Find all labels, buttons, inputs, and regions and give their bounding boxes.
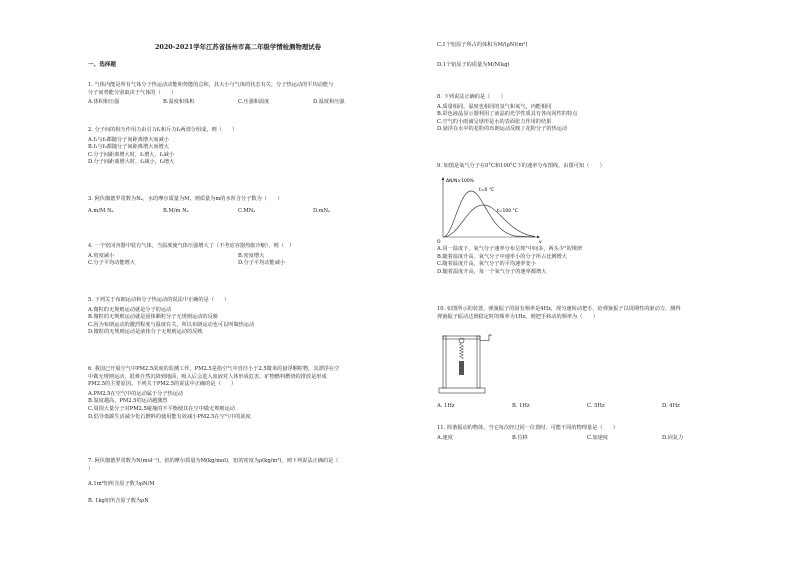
option-d[interactable]: D.倡导低碳生活减少化石燃料的使用能有效减小PM2.5在空气中的浓度 <box>88 413 251 420</box>
question-stem: 分子间势能分别取决于气体的（ ） <box>88 89 177 96</box>
option-row <box>88 99 388 107</box>
question-stem: 1. 气体内能是所有气体分子热运动动能和势能的总和，其大小与气体的状态有关，分子热运动的平均动能与 <box>88 82 334 88</box>
question-stem: 7. 阿伏伽德罗常数为N(mol⁻¹)，铝的摩尔质量为M(kg/mol)，铝的密度为ρ(kg/m³)，则下列说法正确的是（ <box>88 458 339 464</box>
option-b[interactable]: B. 1Hz <box>512 403 530 409</box>
option-a[interactable]: A.PM2.5在空气中的运动属于分子热运动 <box>88 390 184 397</box>
option-d[interactable]: D.微粒的无规则运动是液体分子无规则运动的反映 <box>88 329 203 336</box>
speed-distribution-graph <box>437 175 547 245</box>
question-10-options <box>437 403 737 411</box>
option-c[interactable]: C.压强和温度 <box>238 99 270 106</box>
question-stem: 9. 如图是氧气分子在0°C和100°C下的速率分布图线，由图可知（ ） <box>437 163 605 169</box>
option-row <box>437 435 737 443</box>
oscillator-mass <box>459 361 464 375</box>
question-stem: ） <box>88 465 94 472</box>
x-axis-label: v <box>539 240 542 245</box>
option-row <box>88 208 388 216</box>
question-2 <box>88 127 388 167</box>
question-7-continued <box>437 42 737 69</box>
option-b[interactable]: B.f₁与f₂都随分子间距离增大而增大 <box>88 144 169 151</box>
curve-0c-label: t=0 °C <box>479 188 495 193</box>
question-stem: 6. 我国已开展空气中PM2.5浓度的监测工作，PM2.5是指空气中直径小于2.5微米的悬浮颗粒物，其漂浮在空 <box>88 366 340 372</box>
question-11 <box>437 425 737 442</box>
question-6 <box>88 366 388 421</box>
option-c[interactable]: C.分子间距离增大时，f₁增大，f₂减小 <box>88 151 175 158</box>
question-9 <box>437 163 737 171</box>
question-stem: 弹簧振子振动达到稳定时的频率为1Hz，则把手转动的频率为（ ） <box>437 313 598 320</box>
option-d[interactable]: D.悬浮在水中的花粉的布朗运动反映了花粉分子的热运动 <box>437 126 568 133</box>
curve-100c <box>443 205 535 237</box>
question-stem: 2. 分子间的相互作用力由引力f₁和斥力f₂两部分组成，则（ ） <box>88 127 238 133</box>
option-c[interactable]: C.MNₐ <box>238 207 256 214</box>
top-bar <box>443 336 480 339</box>
question-5 <box>88 297 388 337</box>
question-4 <box>88 243 388 268</box>
question-stem: 10. 如图所示的装置，弹簧振子的固有频率是4Hz，现匀速转动把手，给弹簧振子以周期性的驱动力，测得 <box>437 306 681 312</box>
option-d[interactable]: D.回复力 <box>662 434 684 441</box>
question-stem: 8. 下列说法正确的是（ ） <box>437 94 506 100</box>
option-d[interactable]: D.分子平均动能减小 <box>238 260 286 267</box>
section-heading: 一、选择题 <box>88 62 116 68</box>
handle-icon <box>489 335 492 341</box>
question-1 <box>88 82 388 107</box>
question-10 <box>437 306 737 321</box>
x-axis-arrow-icon <box>537 236 540 239</box>
y-axis-arrow-icon <box>442 177 445 180</box>
question-stem: PM2.5的主要原因。下列关于PM2.5的说法中正确的是（ ） <box>88 381 237 388</box>
option-a[interactable]: A.微粒的无规则运动就是分子的运动 <box>88 306 172 313</box>
base <box>439 388 485 393</box>
option-d[interactable]: D.随着温度升高，每一个氧气分子的速率都增大 <box>437 268 547 275</box>
option-c[interactable]: C.分子平均动能增大 <box>88 260 135 267</box>
option-row <box>88 260 388 268</box>
curve-100c-label: t=100 °C <box>497 209 518 214</box>
option-a[interactable]: A.质量相同、温度也相同的氢气和氧气，内能相同 <box>437 103 552 110</box>
option-b[interactable]: B.微粒的无规则运动就是固体颗粒分子无规则运动的反映 <box>88 314 218 321</box>
option-c[interactable]: C.随着温度升高，氧气分子的平均速率变小 <box>437 261 536 268</box>
option-d[interactable]: D.分子间距离增大时，f₁减小，f₂增大 <box>88 159 175 166</box>
question-stem: 11. 简谐振动的物体，当它每次经过同一位置时，可能不同的物理量是（ ） <box>437 425 619 431</box>
question-stem: 4. 一个密闭容器中装有气体，当温度使气体压强增大了（不考虑容器热胀冷缩），则（ ） <box>88 243 295 249</box>
option-a[interactable]: A.密度减小 <box>88 252 115 259</box>
option-c[interactable]: C. 5Hz <box>587 403 605 409</box>
option-b[interactable]: B.M/m Nₐ <box>163 207 189 214</box>
option-d[interactable]: D.1个铝原子的质量为M/N(kg) <box>437 61 510 68</box>
option-c[interactable]: C.因为布朗运动的激烈程度与温度有关，所以布朗运动也可以叫做热运动 <box>88 321 255 328</box>
option-b[interactable]: B.彩色液晶显示器利用了液晶的光学性质具有各向同性的特点 <box>437 111 578 118</box>
question-8 <box>437 94 737 134</box>
option-a[interactable]: A.体积和压强 <box>88 99 120 106</box>
spring-icon <box>460 343 464 360</box>
question-3 <box>88 196 388 215</box>
question-stem: 3. 阿伏伽德罗常数为Nₐ，水的摩尔质量为M，则质量为m的水所含分子数为（ ） <box>88 196 283 202</box>
question-stem: 中做无规则运动，很难自然沉降到地面，吸入后会进入血液对人体形成危害。矿物燃料燃烧的排放是形成 <box>88 373 327 380</box>
option-a[interactable]: A.同一温度下，氧气分子速率分布呈现"中间多，两头少"的规律 <box>437 246 583 252</box>
option-c[interactable]: C.加速度 <box>587 434 608 441</box>
option-b[interactable]: B.温度越高，PM2.5的运动越激烈 <box>88 398 168 405</box>
option-d[interactable]: D.mNₐ <box>313 207 331 214</box>
question-stem: 5. 下列关于布朗运动和分子热运动的说法中正确的是（ ） <box>88 297 230 303</box>
option-b[interactable]: B.随着温度升高，氧气分子中速率小的分子所占比例增大 <box>437 253 567 260</box>
curve-0c <box>443 191 535 237</box>
right-post <box>477 336 480 388</box>
spring-oscillator-apparatus <box>437 332 497 394</box>
page-title: 2020-2021学年江苏省扬州市高二年级学情检测物理试卷 <box>154 43 322 51</box>
option-b[interactable]: B.密度增大 <box>238 252 265 259</box>
question-7 <box>88 458 388 505</box>
option-c[interactable]: C.周围大量分子对PM2.5碰撞的不平衡使其在空中做无规则运动 <box>88 405 235 412</box>
option-d[interactable]: D. 4Hz <box>662 403 680 409</box>
option-b[interactable]: B.位移 <box>512 434 528 441</box>
origin-label: O <box>437 240 441 245</box>
option-b[interactable]: B.温度和体积 <box>163 99 195 106</box>
option-a[interactable]: A.速度 <box>437 434 453 441</box>
option-d[interactable]: D.温度和压强 <box>313 99 345 106</box>
option-a[interactable]: A.m/M Nₐ <box>88 207 114 214</box>
y-axis-label: ΔN/N×100% <box>446 179 474 184</box>
option-a[interactable]: A.f₁与f₂都随分子间距离增大而减小 <box>88 136 169 143</box>
option-b[interactable]: B. 1kg铝所含原子数为ρN <box>88 497 149 504</box>
question-9-options <box>437 246 737 276</box>
option-a[interactable]: A. 1Hz <box>437 403 455 409</box>
option-row <box>437 403 737 411</box>
option-a[interactable]: A.1m³铝所含原子数为ρN/M <box>88 481 155 488</box>
option-c[interactable]: C.1个铝原子所占的体积为M/(ρN)(m³) <box>437 42 528 48</box>
option-c[interactable]: C.空气的小雨滴呈球形是水的表面张力作用的结果 <box>437 118 552 125</box>
left-post <box>443 336 446 388</box>
